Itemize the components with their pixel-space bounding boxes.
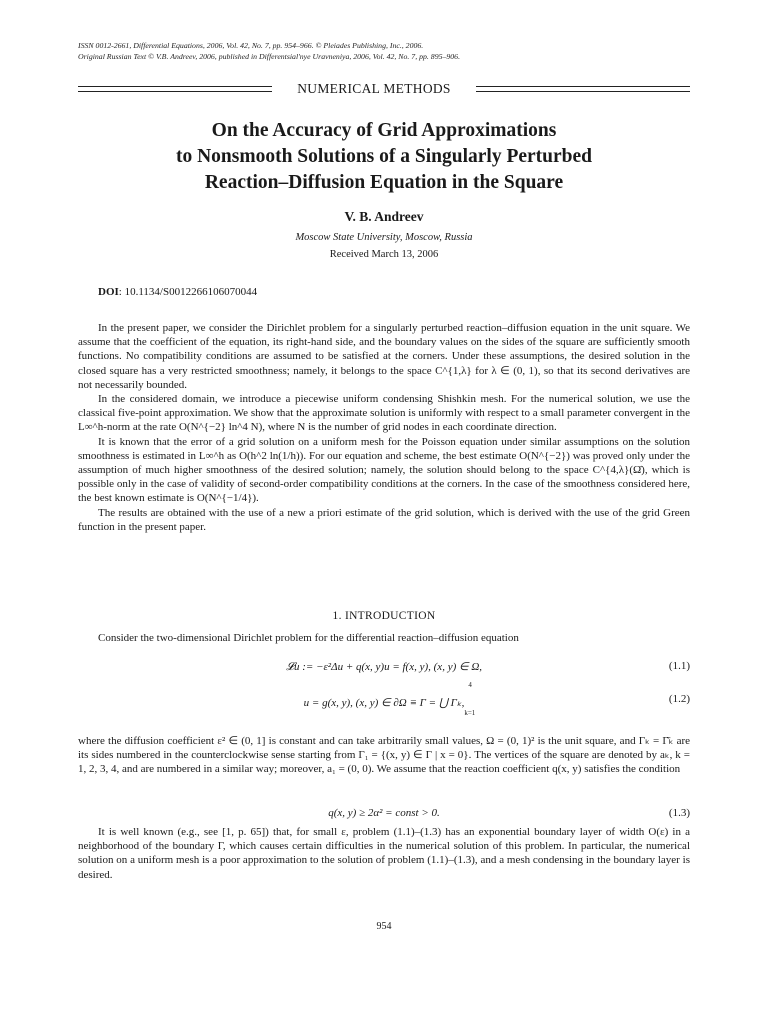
equation-expression-text: u = g(x, y), (x, y) ∈ ∂Ω ≡ Γ = ⋃ Γₖ, (303, 697, 465, 710)
page-number: 954 (376, 921, 392, 932)
union-upper-limit: 4 (468, 681, 472, 689)
paragraph-text: It is well known (e.g., see [1, p. 65]) that, for small ε, problem (1.1)–(1.3) has an exponential boundary layer of width O(ε) in a neighborhood of the boundary Γ, which causes certain difficulties in the numerical solution of this problem. In particular, the numerical solution on a uniform mesh is a poor approximation to the solution of problem (1.1)–(1.3), and a mesh condensing in the boundary layer is desired. (78, 826, 690, 881)
abstract-paragraph: In the present paper, we consider the Dirichlet problem for a singularly perturbed reaction–diffusion equation in the unit square. We assume that the coefficient of the equation, its right-hand side, and the boundary values on the sides of the square are sufficiently smooth functions. No compatibility conditions are assumed to be satisfied at the corners. Under these assumptions, the desired solution in the closed square has a very restricted smoothness; namely, it belongs to the space C^{1,λ} for λ ∈ (0, 1), so that its second derivatives are not necessarily bounded. (78, 322, 690, 391)
doi-value: : 10.1134/S0012266106070044 (118, 286, 258, 298)
header-line-1: ISSN 0012-2661, Differential Equations, 2006, Vol. 42, No. 7, pp. 954–966. © Pleiades Publishing, Inc., 2006. (78, 41, 424, 50)
section-heading-rule (78, 83, 690, 97)
equation-number: (1.1) (668, 660, 690, 672)
title-line-3: Reaction–Diffusion Equation in the Square (204, 172, 564, 193)
header-line-2: Original Russian Text © V.B. Andreev, 2006, published in Differentsial'nye Uravneniya, 2006, Vol. 42, No. 7, pp. 895–906. (78, 52, 461, 61)
paragraph-text: where the diffusion coefficient ε² ∈ (0, 1] is constant and can take arbitrarily small values, Ω = (0, 1)² is the unit square, and Γₖ = Γ̄ₖ are its sides numbered in the counterclockwise sense starting from Γ₁ = {(x, y) ∈ Γ | x = 0}. The vertices of the square are denoted by aₖ, k = 1, 2, 3, 4, and are numbered in a similar way; moreover, a₁ = (0, 0). We assume that the reaction coefficient q(x, y) satisfies the condition (78, 735, 690, 776)
equation-number: (1.2) (668, 693, 690, 705)
intro-sentence: Consider the two-dimensional Dirichlet problem for the differential reaction–diffusion equation (98, 632, 519, 644)
title-line-1: On the Accuracy of Grid Approximations (211, 120, 557, 141)
title-line-2: to Nonsmooth Solutions of a Singularly Perturbed (175, 146, 593, 167)
journal-header (78, 40, 698, 62)
rule-right (476, 86, 690, 92)
doi (98, 286, 257, 298)
rule-left (78, 86, 272, 92)
doi-label: DOI (98, 286, 119, 298)
abstract-paragraph: The results are obtained with the use of a new a priori estimate of the grid solution, which is derived with the use of the grid Green function in the present paper. (78, 506, 690, 533)
received-date: Received March 13, 2006 (329, 249, 439, 260)
union-lower-limit: k=1 (464, 709, 476, 717)
equation-expression: q(x, y) ≥ 2α² = const > 0. (328, 807, 440, 819)
equation-expression (78, 681, 690, 717)
section-label: NUMERICAL METHODS (297, 81, 451, 96)
section-1-title: 1. INTRODUCTION (332, 610, 436, 622)
abstract-paragraph: In the considered domain, we introduce a piecewise uniform condensing Shishkin mesh. For the numerical solution, we use the classical five-point approximation. We show that the approximate solution is uniformly with respect to a small parameter convergent in the L∞^h-norm at the rate O(N^{−2} ln^4 N), where N is the number of grid nodes in each coordinate direction. (78, 393, 690, 434)
equation-number: (1.3) (668, 807, 690, 819)
abstract (78, 321, 690, 534)
intro-paragraph (78, 631, 690, 645)
paragraph-domain-definition (78, 734, 690, 777)
paper-title (78, 118, 690, 196)
paragraph-boundary-layer (78, 825, 690, 882)
affiliation: Moscow State University, Moscow, Russia (295, 232, 473, 243)
abstract-paragraph: It is known that the error of a grid solution on a uniform mesh for the Poisson equation under similar assumptions on the solution smoothness is estimated in L∞^h as O(h^2 ln(1/h)). For our equation and scheme, the best estimate O(N^{−2}) was proved only under the assumption of much higher smoothness of the desired solution; namely, the solution should belong to the space C^{4,λ}(Ω̄), which is possible only in the case of validity of second-order compatibility conditions at the corners. In the case of the smoothness considered here, the best known estimate is O(N^{−1/4}). (78, 435, 690, 505)
equation-expression: 𝓛u := −ε²Δu + q(x, y)u = f(x, y), (x, y) ∈ Ω, (285, 661, 483, 673)
author-name: V. B. Andreev (344, 209, 424, 224)
